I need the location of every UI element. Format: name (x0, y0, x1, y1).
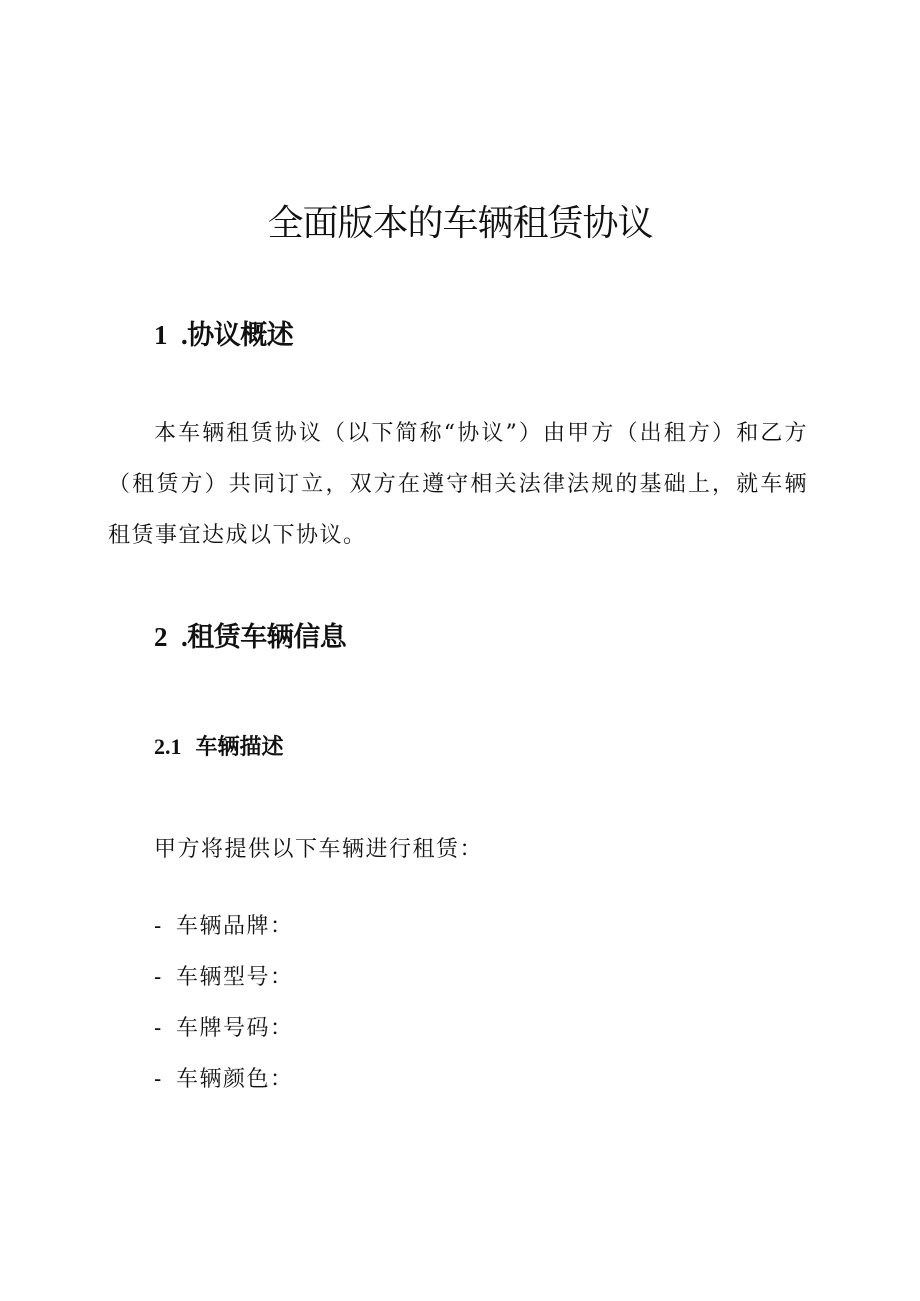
subsection-title: 车辆描述 (195, 735, 284, 760)
list-marker: - (154, 1015, 163, 1040)
section-number: 1 (154, 320, 167, 351)
section-number: 2 (154, 622, 167, 653)
overview-paragraph: 本车辆租赁协议（以下简称“协议”）由甲方（出租方）和乙方（租赁方）共同订立，双方在遵守相关法律法规的基础上，就车辆租赁事宜达成以下协议。 (108, 421, 808, 548)
list-marker: - (154, 1066, 163, 1091)
list-marker: - (154, 913, 163, 938)
list-item-vehicle-model (154, 952, 294, 1003)
list-item-label: 车辆型号： (176, 965, 294, 990)
list-item-license-plate (154, 1003, 294, 1054)
document-title: 全面版本的车辆租赁协议 (267, 203, 653, 245)
list-item-label: 车辆颜色： (176, 1067, 294, 1092)
vehicle-intro-text: 甲方将提供以下车辆进行租赁： (154, 837, 484, 862)
list-item-label: 车辆品牌： (176, 914, 294, 939)
list-item-vehicle-color (154, 1054, 294, 1105)
list-item-vehicle-brand (154, 901, 294, 952)
section-title: 租赁车辆信息 (187, 622, 347, 654)
section-heading-overview (154, 316, 293, 355)
section-number-dot: . (181, 622, 188, 653)
list-item-label: 车牌号码： (176, 1016, 294, 1041)
subsection-heading-vehicle-description (154, 732, 284, 763)
section-heading-vehicle-info (154, 618, 346, 657)
section-number-dot: . (181, 320, 188, 351)
list-marker: - (154, 964, 163, 989)
section-title: 协议概述 (187, 320, 294, 352)
vehicle-details-list (154, 901, 294, 1105)
subsection-number: 2.1 (154, 734, 182, 759)
